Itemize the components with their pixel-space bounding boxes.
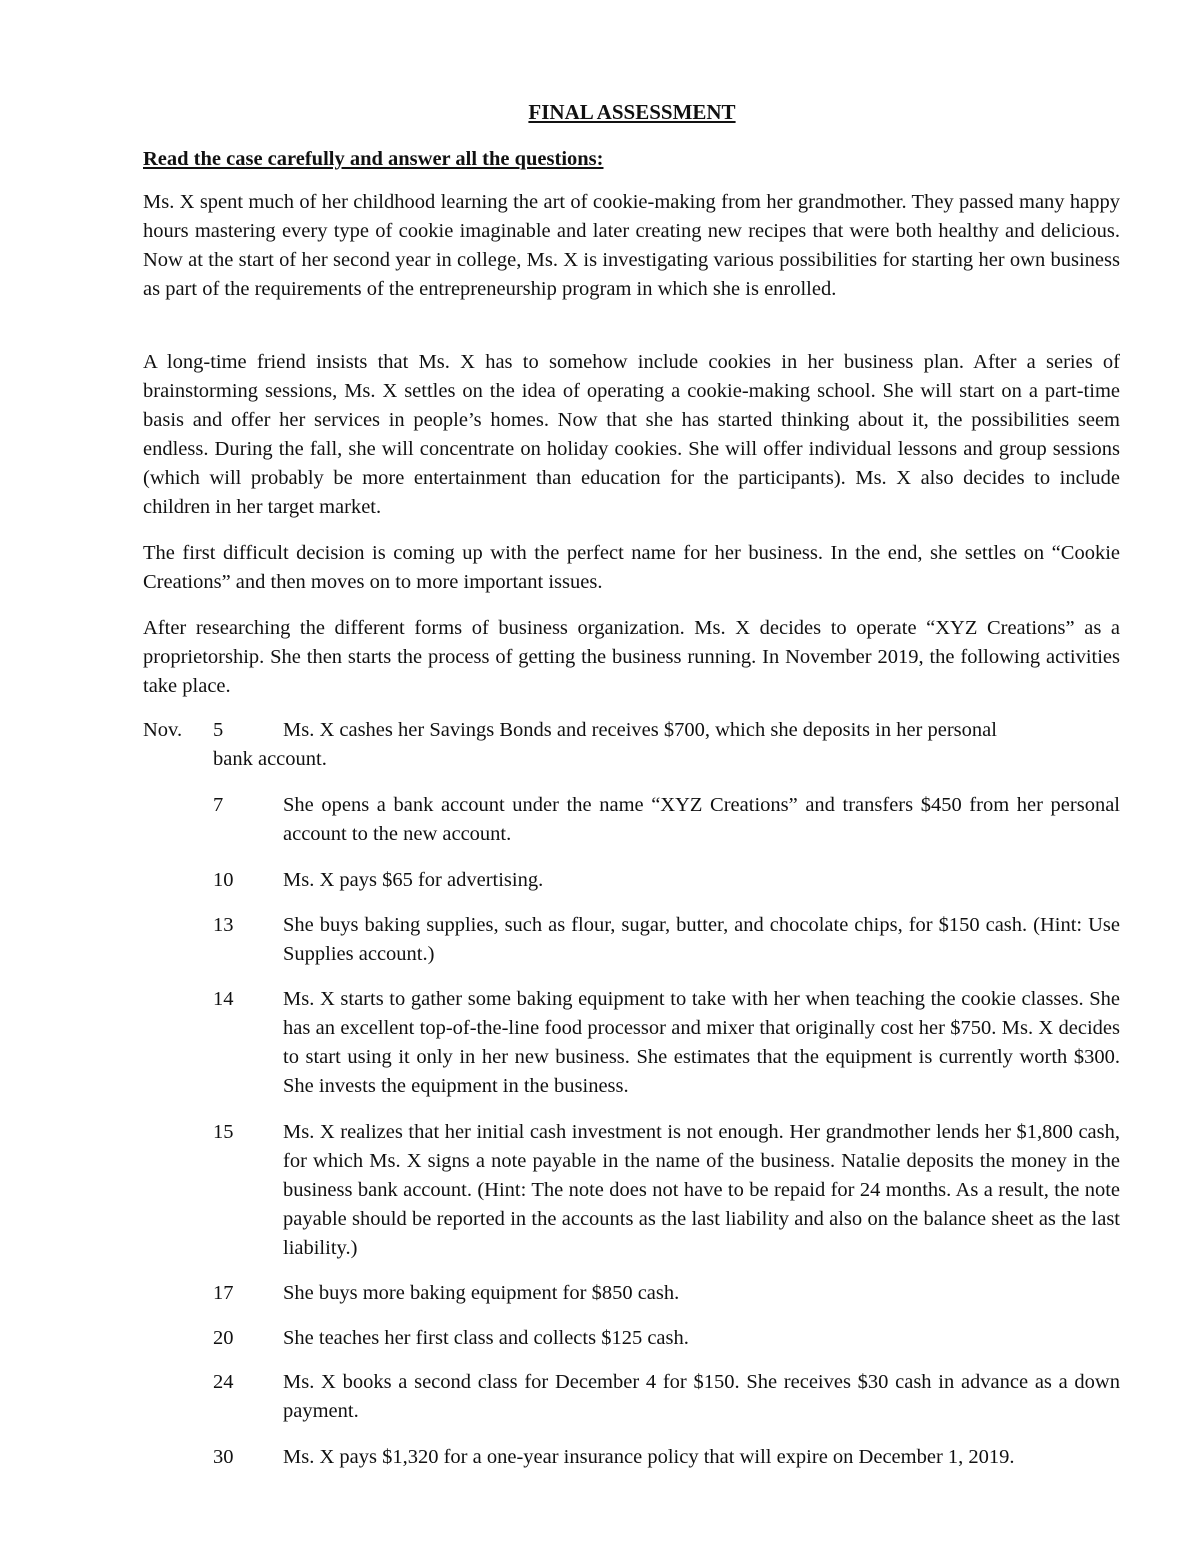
- entry-day: 15: [213, 1121, 234, 1143]
- entry-text: She buys more baking equipment for $850 cash.: [283, 1282, 680, 1304]
- transaction-entry: [143, 866, 1120, 895]
- entry-text-continued: bank account.: [213, 748, 327, 770]
- transaction-entry: [143, 791, 1120, 849]
- transaction-entry: [143, 1368, 1120, 1426]
- transaction-entry: [143, 985, 1120, 1101]
- paragraph-2: A long-time friend insists that Ms. X has to somehow include cookies in her business plan. After a series of brainstorming sessions, Ms. X settles on the idea of operating a cookie-making school. She will start on a part-time basis and offer her services in people’s homes. Now that she has started thinking about it, the possibilities seem endless. During the fall, she will concentrate on holiday cookies. She will offer individual lessons and group sessions (which will probably be more entertainment than education for the participants). Ms. X also decides to include children in her target market.: [143, 351, 1120, 518]
- transaction-entry: [143, 911, 1120, 969]
- entry-text: Ms. X pays $65 for advertising.: [283, 869, 544, 891]
- page-title: FINAL ASSESSMENT: [528, 100, 736, 124]
- entry-day: 14: [213, 988, 234, 1010]
- paragraph-1: Ms. X spent much of her childhood learning the art of cookie-making from her grandmother. They passed many happy hours mastering every type of cookie imaginable and later creating new recipes that were both healthy and delicious. Now at the start of her second year in college, Ms. X is investigating various possibilities for starting her own business as part of the requirements of the entrepreneurship program in which she is enrolled.: [143, 191, 1120, 300]
- paragraph-4: After researching the different forms of business organization. Ms. X decides to operate “XYZ Creations” as a proprietorship. She then starts the process of getting the business running. In November 2019, the following activities take place.: [143, 617, 1120, 697]
- entry-day: 7: [213, 794, 224, 816]
- entry-text: Ms. X pays $1,320 for a one-year insurance policy that will expire on December 1, 2019.: [283, 1446, 1015, 1468]
- entry-day: 30: [213, 1446, 234, 1468]
- transaction-entry: [143, 716, 1120, 774]
- transaction-entry: [143, 1443, 1120, 1472]
- entry-text: Ms. X starts to gather some baking equipment to take with her when teaching the cookie classes. She has an excellent top-of-the-line food processor and mixer that originally cost her $750. Ms. X decides to start using it only in her new business. She estimates that the equipment is currently worth $300. She invests the equipment in the business.: [283, 988, 1120, 1097]
- entry-day: 17: [213, 1282, 234, 1304]
- entry-text: Ms. X realizes that her initial cash investment is not enough. Her grandmother lends her $1,800 cash, for which Ms. X signs a note payable in the name of the business. Natalie deposits the money in the business bank account. (Hint: The note does not have to be repaid for 24 months. As a result, the note payable should be reported in the accounts as the last liability and also on the balance sheet as the last liability.): [283, 1121, 1120, 1259]
- entry-day: 10: [213, 869, 234, 891]
- paragraph-3: The first difficult decision is coming up with the perfect name for her business. In the end, she settles on “Cookie Creations” and then moves on to more important issues.: [143, 542, 1120, 593]
- transaction-entry: [143, 1324, 1120, 1353]
- entry-day: 24: [213, 1371, 234, 1393]
- entry-text: She buys baking supplies, such as flour, sugar, butter, and chocolate chips, for $150 cash. (Hint: Use Supplies account.): [283, 914, 1120, 965]
- transaction-entry: [143, 1118, 1120, 1263]
- month-label: Nov.: [143, 719, 183, 741]
- instruction-heading: Read the case carefully and answer all the questions:: [143, 148, 604, 170]
- entry-day: 5: [213, 719, 224, 741]
- entry-text: Ms. X cashes her Savings Bonds and receives $700, which she deposits in her personal: [283, 719, 997, 741]
- entry-day: 20: [213, 1327, 234, 1349]
- transaction-entry: [143, 1279, 1120, 1308]
- entry-text: Ms. X books a second class for December 4 for $150. She receives $30 cash in advance as a down payment.: [283, 1371, 1120, 1422]
- entry-day: 13: [213, 914, 234, 936]
- entry-text: She teaches her first class and collects $125 cash.: [283, 1327, 689, 1349]
- entry-text: She opens a bank account under the name “XYZ Creations” and transfers $450 from her personal account to the new account.: [283, 794, 1120, 845]
